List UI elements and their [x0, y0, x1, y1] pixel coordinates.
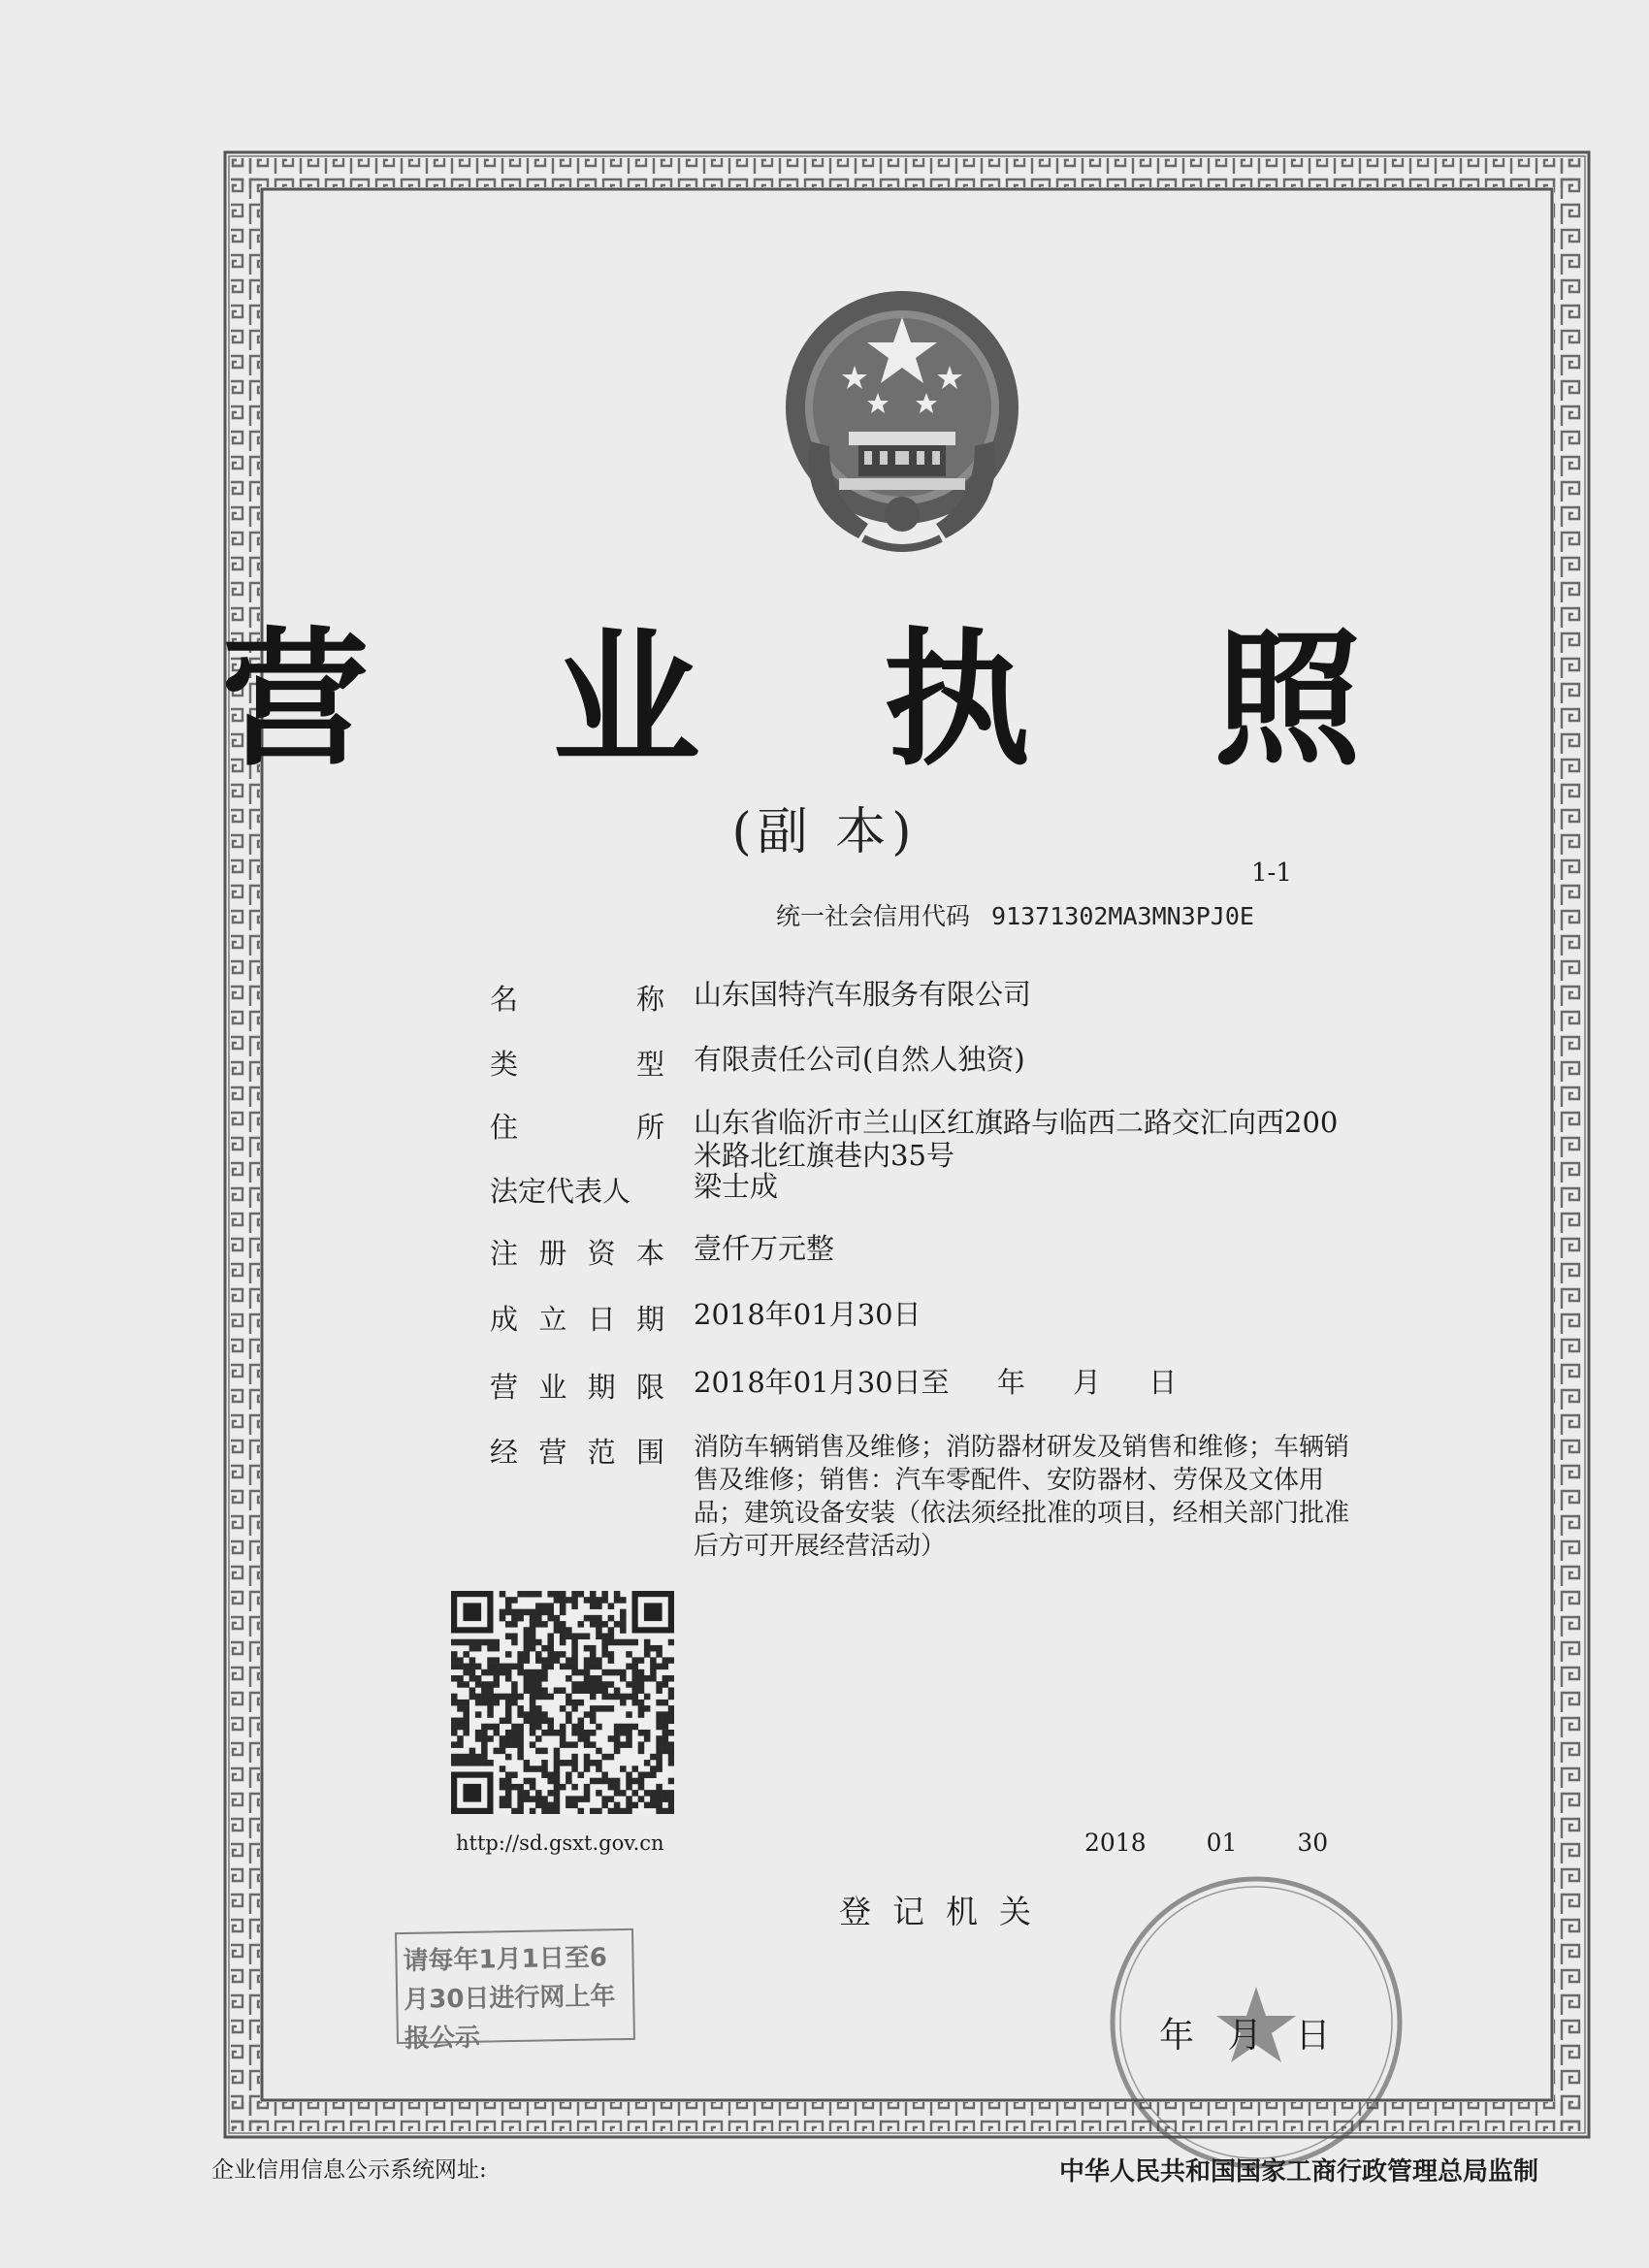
registration-authority: 登记机关: [839, 1893, 1052, 1930]
serial-number: 1-1: [1251, 859, 1292, 888]
field-label: 经 营 范 围: [490, 1436, 664, 1469]
field-value: 2018年01月30日至 年 月 日: [694, 1366, 1178, 1399]
annual-report-reminder-stamp: 请每年1月1日至6月30日进行网上年报公示: [395, 1928, 635, 2044]
field-label: 住 所: [490, 1111, 664, 1144]
field-value: 有限责任公司(自然人独资): [694, 1043, 1025, 1076]
document-subtitle: (副 本): [731, 803, 918, 861]
field-value: 梁士成: [694, 1170, 779, 1203]
national-emblem-icon: [771, 276, 1033, 558]
seal-date: 年 月 日: [1159, 2016, 1331, 2056]
field-value: 山东国特汽车服务有限公司: [694, 978, 1032, 1011]
field-value: 壹仟万元整: [694, 1232, 835, 1265]
field-label: 成 立 日 期: [490, 1303, 664, 1336]
credit-code-value: 91371302MA3MN3PJ0E: [991, 902, 1254, 930]
document-title: 营 业 执 照: [221, 614, 1428, 786]
field-value: 山东省临沂市兰山区红旗路与临西二路交汇向西200米路北红旗巷内35号: [694, 1106, 1339, 1172]
field-label: 法定代表人: [490, 1175, 631, 1208]
footer-website-label: 企业信用信息公示系统网址:: [211, 2157, 487, 2183]
field-label: 注 册 资 本: [490, 1237, 664, 1270]
field-label: 名 称: [490, 983, 664, 1016]
qr-url: http://sd.gsxt.gov.cn: [456, 1831, 664, 1855]
footer-supervisor: 中华人民共和国国家工商行政管理总局监制: [1059, 2157, 1539, 2187]
field-label: 营 业 期 限: [490, 1371, 664, 1404]
field-value: 2018年01月30日: [694, 1298, 922, 1331]
credit-code-label: 统一社会信用代码: [776, 902, 971, 930]
field-label: 类 型: [490, 1048, 664, 1081]
field-value: 消防车辆销售及维修；消防器材研发及销售和维修；车辆销售及维修；销售：汽车零配件、安防器材、劳保及文体用品；建筑设备安装（依法须经批准的项目，经相关部门批准后方可开展经营活动）: [694, 1433, 1350, 1561]
issue-date: 2018 01 30: [1084, 1829, 1329, 1857]
credit-code-line: [776, 897, 1254, 932]
qr-code: [451, 1591, 674, 1814]
